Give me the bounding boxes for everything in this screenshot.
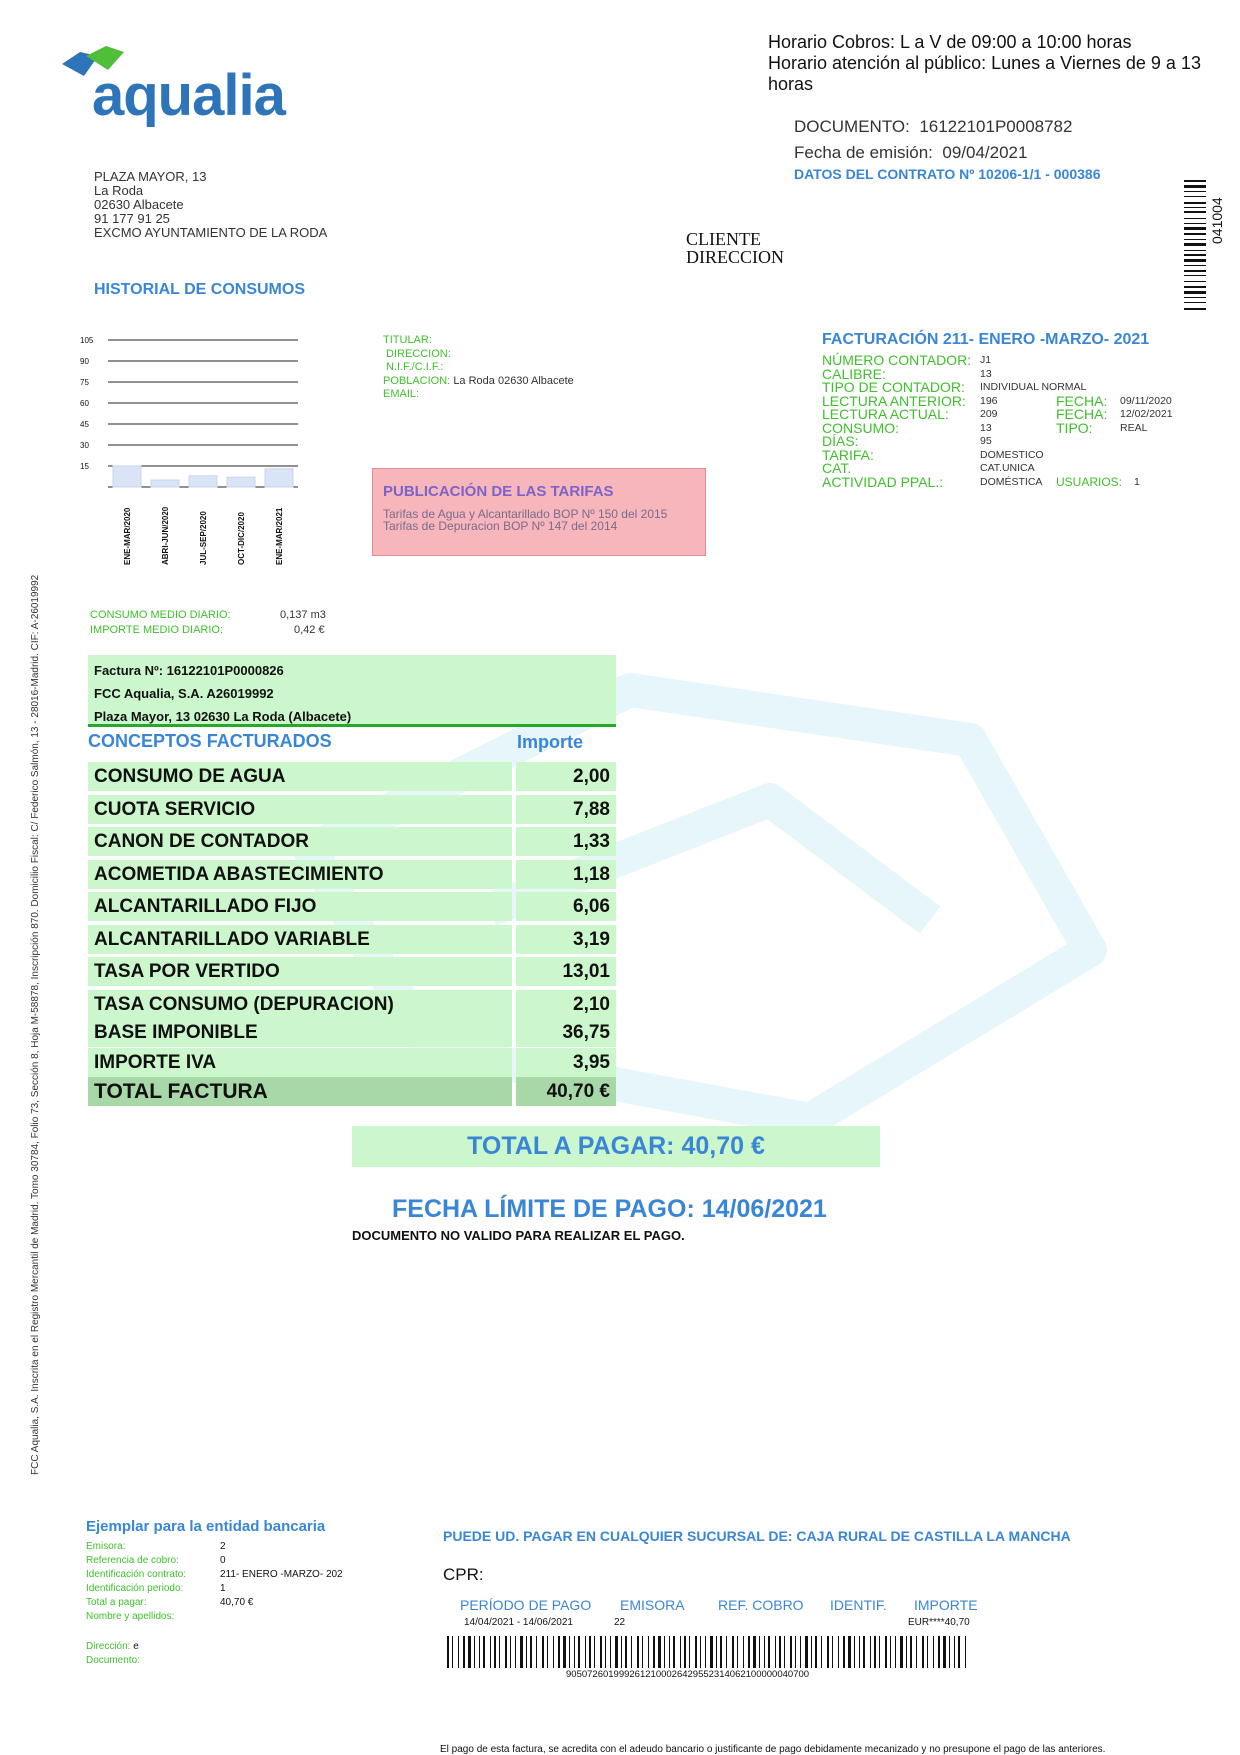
concepto-importe: 1,18 [516, 860, 616, 889]
payment-barcode [447, 1636, 967, 1668]
documento-value: 16122101P0008782 [919, 117, 1073, 136]
barcode-bar [463, 1636, 465, 1668]
barcode-bar [695, 1636, 697, 1668]
importe-medio-label: IMPORTE MEDIO DIARIO: [90, 624, 224, 636]
concepto-importe: 1,33 [516, 827, 616, 856]
tarifas-line: Tarifas de Depuracion BOP Nº 147 del 2014 [383, 519, 618, 533]
barcode-bar [827, 1636, 829, 1668]
barcode-bar [838, 1636, 839, 1668]
chart-y-tick: 90 [80, 357, 89, 366]
barcode-bar [1184, 233, 1206, 235]
barcode-bar [515, 1636, 516, 1668]
cat-label: CAT. [822, 460, 852, 476]
barcode-bar [510, 1636, 511, 1668]
barcode-bar [468, 1636, 471, 1668]
barcode-bar [716, 1636, 717, 1668]
barcode-bar [933, 1636, 934, 1668]
concepto-row [88, 795, 616, 824]
barcode-bar [805, 1636, 808, 1668]
barcode-bar [890, 1636, 891, 1668]
barcode-bar [1184, 291, 1206, 294]
total-a-pagar: TOTAL A PAGAR: 40,70 € [352, 1126, 880, 1167]
barcode-bar [720, 1636, 722, 1668]
company-address [94, 170, 327, 240]
barcode-bar [938, 1636, 940, 1668]
cliente-label: CLIENTE [686, 229, 761, 249]
barcode-bar [1184, 191, 1206, 192]
fecha-actual-value: 12/02/2021 [1120, 408, 1173, 420]
chart-y-tick: 105 [80, 336, 94, 345]
consumption-chart [68, 332, 308, 572]
barcode-bar [625, 1636, 627, 1668]
barcode-bar [578, 1636, 580, 1668]
barcode-bar [753, 1636, 756, 1668]
periodo-value: 14/04/2021 - 14/06/2021 [464, 1617, 573, 1628]
concepto-importe: 2,00 [516, 762, 616, 791]
barcode-bar [870, 1636, 871, 1668]
vertical-barcode [1184, 180, 1206, 312]
barcode-bar [768, 1636, 770, 1668]
barcode-bar [621, 1636, 622, 1668]
barcode-bar [680, 1636, 681, 1668]
chart-bar [227, 477, 255, 487]
tarifas-title: PUBLICACIÓN DE LAS TARIFAS [383, 483, 614, 500]
barcode-bar [669, 1636, 670, 1668]
barcode-bar [490, 1636, 491, 1668]
bank-documento-label: Documento: [86, 1655, 140, 1666]
concepto-row [88, 892, 616, 921]
barcode-bar [1184, 281, 1206, 282]
factura-empresa: FCC Aqualia, S.A. A26019992 [94, 686, 274, 701]
factura-numero: Factura Nº: 16122101P0000826 [94, 663, 284, 678]
barcode-bar [764, 1636, 765, 1668]
barcode-bar [1184, 243, 1206, 246]
calibre-label: CALIBRE: [822, 365, 886, 382]
nif-label: N.I.F./C.I.F.: [386, 361, 444, 373]
iva-value: 3,95 [516, 1048, 616, 1077]
concepto-importe: 6,06 [516, 892, 616, 921]
barcode-bar [759, 1636, 760, 1668]
barcode-bar [1184, 250, 1206, 251]
tipo-label: TIPO: [1056, 419, 1093, 436]
importe-value-pago: EUR****40,70 [908, 1617, 970, 1628]
barcode-bar [965, 1636, 966, 1668]
barcode-bar [553, 1636, 554, 1668]
footer-notice: El pago de esta factura, se acredita con el adeudo bancario o justificante de pago debidamente mecanizado y no presupone el pago de las anteriores. [440, 1744, 1106, 1755]
barcode-bar [874, 1636, 876, 1668]
barcode-bar [815, 1636, 817, 1668]
barcode-bar [879, 1636, 880, 1668]
dias-label: DÍAS: [822, 433, 859, 449]
emisora-header: EMISORA [620, 1597, 685, 1613]
barcode-bar [922, 1636, 924, 1668]
actividad-value: DOMÉSTICA [980, 475, 1043, 488]
barcode-bar [832, 1636, 833, 1668]
barcode-bar [1184, 286, 1206, 288]
concepto-row [88, 860, 616, 889]
numero-contador-label: NÚMERO CONTADOR: [822, 352, 972, 368]
barcode-bar [600, 1636, 602, 1668]
barcode-bar [1184, 223, 1206, 224]
concepto-name: CUOTA SERVICIO [88, 795, 512, 824]
usuarios-label: USUARIOS: [1056, 474, 1123, 489]
concepto-name: ALCANTARILLADO FIJO [88, 892, 512, 921]
concepto-name: TASA POR VERTIDO [88, 957, 512, 986]
identificacion-periodo-label: Identificación periodo: [86, 1583, 184, 1594]
barcode-bar [906, 1636, 907, 1668]
facturacion-title: FACTURACIÓN 211- ENERO -MARZO- 2021 [822, 331, 1150, 348]
barcode-bar [927, 1636, 928, 1668]
address-line: EXCMO AYUNTAMIENTO DE LA RODA [94, 225, 328, 240]
barcode-bar [494, 1636, 496, 1668]
concepto-row [88, 827, 616, 856]
iva-row [88, 1048, 616, 1077]
barcode-bar [1184, 180, 1206, 182]
factura-box [88, 655, 616, 727]
barcode-bar [859, 1636, 860, 1668]
barcode-bar [854, 1636, 855, 1668]
bank-direccion-value: e [133, 1641, 139, 1652]
consumo-medio-value: 0,137 m3 [280, 609, 326, 621]
titular-block [383, 334, 574, 402]
barcode-bar [843, 1636, 845, 1668]
barcode-bar [916, 1636, 917, 1668]
barcode-bar [1184, 207, 1206, 208]
lectura-actual-label: LECTURA ACTUAL: [822, 406, 949, 422]
barcode-bar [743, 1636, 744, 1668]
vertical-barcode-number: 041004 [1209, 197, 1225, 244]
barcode-bar [673, 1636, 675, 1668]
barcode-bar [542, 1636, 544, 1668]
barcode-bar [637, 1636, 639, 1668]
fecha-emision-label: Fecha de emisión: [794, 143, 933, 162]
chart-y-tick: 75 [80, 378, 89, 387]
barcode-bar [569, 1636, 570, 1668]
barcode-bar [863, 1636, 865, 1668]
barcode-bar [1184, 297, 1206, 298]
historial-title: HISTORIAL DE CONSUMOS [94, 281, 305, 298]
barcode-bar [483, 1636, 485, 1668]
barcode-bar [452, 1636, 453, 1668]
no-valido-notice: DOCUMENTO NO VALIDO PARA REALIZAR EL PAGO. [352, 1228, 685, 1243]
consumo-medio [90, 608, 326, 638]
chart-bar [265, 469, 293, 487]
lectura-anterior-value: 196 [980, 394, 998, 407]
barcode-bar [684, 1636, 686, 1668]
calibre-value: 13 [980, 367, 992, 380]
poblacion-label: POBLACION: [383, 374, 451, 387]
concepto-importe: 13,01 [516, 957, 616, 986]
barcode-bar [664, 1636, 665, 1668]
horario-cobros: Horario Cobros: L a V de 09:00 a 10:00 horas [768, 32, 1132, 52]
chart-x-label: ENE-MAR/2020 [123, 507, 132, 565]
identificacion-contrato-value: 211- ENERO -MARZO- 202 [220, 1569, 343, 1580]
barcode-bar [779, 1636, 781, 1668]
concepto-name: CONSUMO DE AGUA [88, 762, 512, 791]
periodo-header: PERÍODO DE PAGO [460, 1597, 592, 1613]
barcode-bar [520, 1636, 523, 1668]
barcode-bar [447, 1636, 449, 1668]
fecha-emision-value: 09/04/2021 [942, 143, 1028, 162]
concepto-row [88, 925, 616, 954]
fecha-anterior-value: 09/11/2020 [1120, 394, 1172, 407]
tipo-contador-value: INDIVIDUAL NORMAL [980, 381, 1087, 393]
concepto-row [88, 762, 616, 791]
tarifas-line: Tarifas de Agua y Alcantarillado BOP Nº 150 del 2015 [383, 507, 668, 521]
chart-x-label: OCT-DIC/2020 [237, 512, 246, 565]
barcode-bar [1184, 239, 1206, 240]
barcode-bar [499, 1636, 500, 1668]
barcode-bar [732, 1636, 734, 1668]
barcode-bar [784, 1636, 785, 1668]
barcode-bar [821, 1636, 822, 1668]
conceptos-table [88, 762, 616, 1110]
identificacion-contrato-label: Identificación contrato: [86, 1569, 187, 1580]
actividad-label: ACTIVIDAD PPAL.: [822, 473, 944, 490]
concepto-importe: 7,88 [516, 795, 616, 824]
barcode-bar [1184, 218, 1206, 219]
lectura-actual-value: 209 [980, 408, 998, 420]
address-line: PLAZA MAYOR, 13 [94, 169, 207, 184]
barcode-bar [700, 1636, 701, 1668]
barcode-bar [1184, 302, 1206, 303]
aqualia-logo: aqualia [92, 63, 285, 128]
chart-y-tick: 60 [80, 399, 89, 408]
barcode-bar [1184, 196, 1206, 197]
chart-bar [113, 466, 141, 487]
barcode-bar [705, 1636, 706, 1668]
chart-y-tick: 15 [80, 462, 89, 471]
concepto-name: CANON DE CONTADOR [88, 827, 512, 856]
barcode-bar [631, 1636, 632, 1668]
total-factura-value: 40,70 € [516, 1077, 616, 1106]
barcode-bar [954, 1636, 955, 1668]
barcode-bar [748, 1636, 750, 1668]
barcode-bar [795, 1636, 796, 1668]
barcode-bar [900, 1636, 903, 1668]
barcode-bar [949, 1636, 950, 1668]
barcode-bar [790, 1636, 792, 1668]
email-label: EMAIL: [383, 388, 420, 400]
tipo-value: REAL [1120, 421, 1148, 434]
barcode-bar [1184, 259, 1206, 262]
documento-label: DOCUMENTO: [794, 117, 910, 136]
direccion-label: DIRECCION: [386, 347, 451, 360]
barcode-bar [526, 1636, 527, 1668]
concepto-name: ACOMETIDA ABASTECIMIENTO [88, 860, 512, 889]
barcode-bar [1184, 185, 1206, 188]
usuarios-value: 1 [1134, 475, 1140, 488]
consumo-label: CONSUMO: [822, 419, 899, 436]
barcode-bar [648, 1636, 649, 1668]
horario-atencion: Horario atención al público: Lunes a Viernes de 9 a 13 horas [768, 53, 1201, 94]
barcode-bar [658, 1636, 661, 1668]
barcode-bar [1184, 211, 1206, 213]
address-line: La Roda [94, 183, 144, 198]
barcode-bar [479, 1636, 480, 1668]
barcode-bar [547, 1636, 548, 1668]
chart-x-label: JUL-SEP/2020 [199, 511, 208, 565]
payment-barcode-number: 9050726019992612100026429552314062100000040700 [566, 1669, 810, 1680]
sucursal-notice: PUEDE UD. PAGAR EN CUALQUIER SUCURSAL DE: CAJA RURAL DE CASTILLA LA MANCHA [443, 1528, 1071, 1544]
barcode-bar [594, 1636, 595, 1668]
horario-block [768, 32, 1228, 95]
fecha-anterior-label: FECHA: [1056, 392, 1108, 409]
nombre-label: Nombre y apellidos: [86, 1611, 175, 1622]
importe-header: IMPORTE [914, 1597, 978, 1613]
consumo-medio-label: CONSUMO MEDIO DIARIO: [90, 609, 231, 621]
barcode-bar [558, 1636, 560, 1668]
barcode-bar [458, 1636, 459, 1668]
total-pagar-label: Total a pagar: [86, 1597, 147, 1608]
document-info [794, 114, 1072, 166]
barcode-bar [536, 1636, 537, 1668]
barcode-bar [726, 1636, 727, 1668]
chart-y-tick: 45 [80, 420, 89, 429]
barcode-bar [811, 1636, 812, 1668]
tipo-contador-label: TIPO DE CONTADOR: [822, 379, 965, 395]
contrato-number: DATOS DEL CONTRATO Nº 10206-1/1 - 000386 [794, 166, 1101, 182]
base-row [88, 1018, 616, 1047]
consumo-value: 13 [980, 421, 992, 434]
barcode-bar [943, 1636, 946, 1668]
importe-title: Importe [517, 732, 584, 752]
barcode-bar [775, 1636, 776, 1668]
barcode-bar [895, 1636, 896, 1668]
address-line: 91 177 91 25 [94, 211, 170, 226]
tarifas-box [372, 468, 706, 556]
bank-direccion-label: Dirección: [86, 1641, 131, 1652]
barcode-bar [800, 1636, 801, 1668]
chart-bar [189, 476, 217, 487]
total-row [88, 1077, 616, 1106]
barcode-bar [910, 1636, 912, 1668]
concepto-importe: 3,19 [516, 925, 616, 954]
ejemplar-title: Ejemplar para la entidad bancaria [86, 1518, 326, 1535]
chart-x-label: ABRI-JUN/2020 [161, 506, 170, 565]
barcode-bar [1184, 308, 1206, 310]
importe-medio-value: 0,42 € [294, 624, 325, 636]
base-imponible-label: BASE IMPONIBLE [88, 1018, 512, 1047]
iva-label: IMPORTE IVA [88, 1048, 512, 1077]
barcode-bar [653, 1636, 655, 1668]
barcode-bar [1184, 265, 1206, 266]
fecha-actual-label: FECHA: [1056, 406, 1108, 422]
tarifa-label: TARIFA: [822, 446, 874, 463]
concepto-importe: 2,10 [516, 990, 616, 1019]
concepto-name: ALCANTARILLADO VARIABLE [88, 925, 512, 954]
barcode-bar [642, 1636, 643, 1668]
chart-x-label: ENE-MAR/2021 [275, 507, 284, 565]
identificacion-periodo-value: 1 [220, 1583, 226, 1594]
cliente-block [686, 230, 784, 266]
barcode-bar [610, 1636, 611, 1668]
referencia-label: Referencia de cobro: [86, 1555, 179, 1566]
barcode-bar [1184, 202, 1206, 204]
poblacion-value: La Roda 02630 Albacete [453, 374, 574, 387]
barcode-bar [563, 1636, 566, 1668]
chart-bar [151, 480, 179, 487]
emisora-value-pago: 22 [614, 1617, 626, 1628]
barcode-bar [530, 1636, 532, 1668]
dias-value: 95 [980, 435, 992, 447]
conceptos-title: CONCEPTOS FACTURADOS [88, 731, 332, 751]
chart-y-tick: 30 [80, 441, 89, 450]
barcode-bar [1184, 254, 1206, 256]
emisora-label: Emisora: [86, 1541, 126, 1552]
titular-label: TITULAR: [383, 334, 432, 346]
address-line: 02630 Albacete [94, 197, 184, 212]
identif-header: IDENTIF. [830, 1597, 887, 1613]
factura-direccion: Plaza Mayor, 13 02630 La Roda (Albacete) [94, 709, 352, 724]
barcode-bar [505, 1636, 507, 1668]
bank-details [86, 1540, 343, 1668]
numero-contador-value: J1 [980, 354, 992, 366]
base-imponible-value: 36,75 [516, 1018, 616, 1047]
concepto-row [88, 990, 616, 1019]
barcode-bar [574, 1636, 575, 1668]
tarifa-value: DOMESTICO [980, 448, 1044, 461]
barcode-bar [885, 1636, 887, 1668]
referencia-value: 0 [220, 1555, 226, 1566]
registry-text: FCC Aqualia, S.A. Inscrita en el Registro Mercantil de Madrid. Tomo 30784, Folio 73, Sección 8, Hoja M-58878, Inscripción 870. Domicilio Fiscal: C/ Federico Salmón, 13 - 28016-Madrid. CIF: A-26019992 [30, 574, 41, 1475]
barcode-bar [1184, 227, 1206, 230]
emisora-value: 2 [220, 1541, 226, 1552]
barcode-bar [585, 1636, 586, 1668]
barcode-bar [589, 1636, 591, 1668]
total-factura-label: TOTAL FACTURA [88, 1077, 512, 1106]
lectura-anterior-label: LECTURA ANTERIOR: [822, 392, 966, 409]
barcode-bar [1184, 270, 1206, 272]
barcode-bar [1184, 275, 1206, 276]
cpr-label: CPR: [443, 1565, 484, 1584]
barcode-bar [737, 1636, 738, 1668]
concepto-row [88, 957, 616, 986]
barcode-bar [474, 1636, 475, 1668]
barcode-bar [958, 1636, 960, 1668]
concepto-name: TASA CONSUMO (DEPURACION) [88, 990, 512, 1019]
direccion-label: DIRECCION [686, 247, 784, 267]
barcode-bar [689, 1636, 690, 1668]
barcode-bar [615, 1636, 618, 1668]
cat-value: CAT.UNICA [980, 462, 1035, 474]
total-pagar-value: 40,70 € [220, 1597, 254, 1608]
ref-cobro-header: REF. COBRO [718, 1597, 804, 1613]
barcode-bar [710, 1636, 713, 1668]
barcode-bar [605, 1636, 606, 1668]
barcode-bar [848, 1636, 851, 1668]
fecha-limite: FECHA LÍMITE DE PAGO: 14/06/2021 [392, 1195, 827, 1223]
